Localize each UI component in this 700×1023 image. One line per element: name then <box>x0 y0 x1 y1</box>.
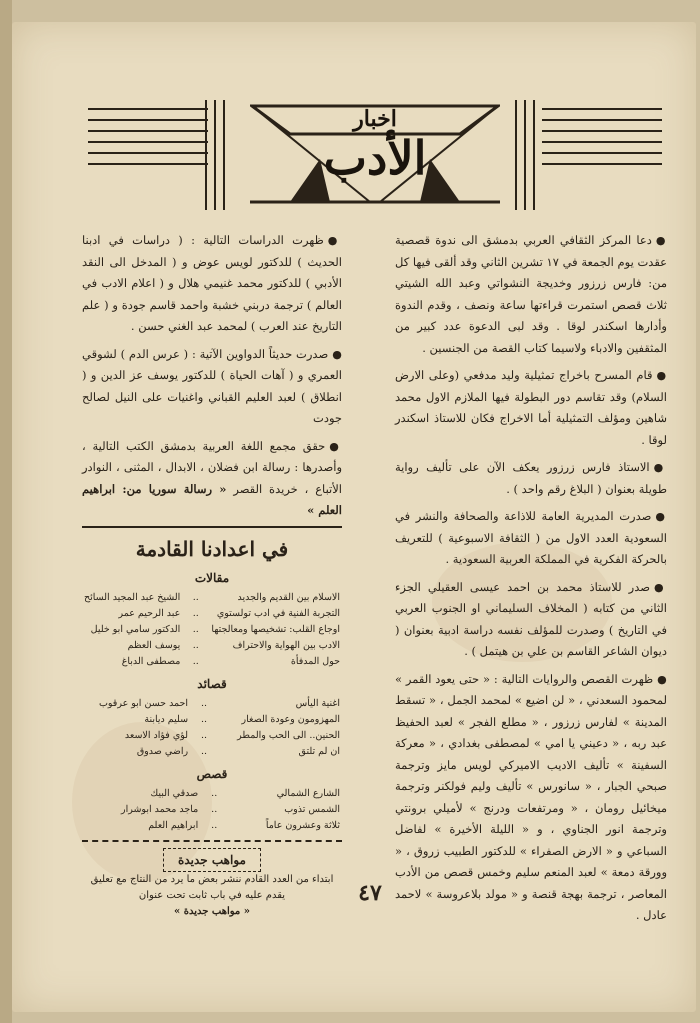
left-vbars <box>205 100 225 210</box>
articles-list <box>82 590 342 670</box>
list-item: اغنية اليأس .. احمد حسن ابو عرقوب <box>98 697 340 709</box>
stories-list <box>82 786 342 834</box>
title-small: اخبار <box>353 106 397 132</box>
news-item: ●صدر للاستاذ محمد بن احمد عيسى العقيلي الجزء الثاني من كتابه ( المخلاف السليماني او الجنوب العربي في التاريخ ) وصدرت للمؤلف نفسه دراسة ادبية بعنوان ( ديوان الشاعر القاسم بن علي بن هيتمل ) . <box>395 579 667 658</box>
dashed-divider <box>82 840 342 842</box>
highlight-credit: « رسالة سوريا من: ابراهيم العلم » <box>82 481 342 517</box>
list-item: الحنين.. الى الحب والمطر .. لؤي فؤاد الاسعد <box>124 729 340 741</box>
news-item: ●ظهرت الدراسات التالية : ( دراسات في ادبنا الحديث ) للدكتور لويس عوض و ( المدخل الى النقد الأدبي ) للدكتور محمد غنيمي هلال و ( اعلام الادب في العالم ) ترجمة دربني خشبة واحمد قاسم جودة و ( علم التاريخ عند العرب ) لمحمد عبد الغني حسن . <box>82 233 342 333</box>
list-item: المهزومون وعودة الصغار .. سليم ديابنة <box>144 713 340 725</box>
news-item: ●الاستاذ فارس زرزور يعكف الآن على تأليف رواية طويلة بعنوان ( البلاغ رقم واحد ) . <box>395 460 667 496</box>
talent-heading: مواهب جديدة <box>163 848 261 872</box>
poems-list <box>82 696 342 760</box>
next-issue-title: في اعدادنا القادمة <box>135 536 289 561</box>
list-item: اوجاع القلب: تشخيصها ومعالجتها .. الدكتور سامي ابو خليل <box>90 623 340 635</box>
title-box <box>250 104 500 204</box>
list-item: حول المدفأة .. مصطفى الدباغ <box>121 655 340 667</box>
header <box>80 100 660 210</box>
right-column <box>395 230 667 933</box>
list-item: الادب بين الهواية والاحتراف .. يوسف العظم <box>127 639 340 651</box>
list-item: الاسلام بين القديم والجديد .. الشيخ عبد المجيد السائح <box>84 591 340 603</box>
news-item: ●صدرت المديرية العامة للاذاعة والصحافة والنشر في السعودية العدد الاول من ( الثقافة الاسبوعية ) للتعريف بالحركة الفكرية في المملكة العربية السعودية . <box>395 509 667 566</box>
list-item: الشارع الشمالي .. صدقي البيك <box>150 787 340 799</box>
list-item: ثلاثة وعشرون عاماً .. ابراهيم العلم <box>148 819 340 831</box>
list-item: ان لم تلتق .. راضي صدوق <box>136 745 340 757</box>
new-talents-box <box>82 840 342 920</box>
title-big: الأدب <box>323 131 427 185</box>
list-item: التجربة الفنية في ادب تولستوي .. عبد الرحيم عمر <box>118 607 340 619</box>
divider <box>82 526 342 528</box>
page-number: ٤٧ <box>358 880 382 906</box>
news-item: ●قام المسرح باخراج تمثيلية وليد مدفعي (وعلى الارض السلام) وقد تقاسم دور البطولة فيها الملازم الاول محمد شاهين ومؤلف التمثيلية أما الاخراج فكان للاستاذ اسكندر لوقا . <box>395 368 667 447</box>
poems-heading: قصائد <box>197 676 227 691</box>
news-item: ●ظهرت القصص والروايات التالية : « حتى يعود القمر » لمحمود السعدني ، « لن اضيع » لمحمد الجمل ، « تسقط المدينة » لفارس زرزور ، « مطلع الفجر » لعبد الحفيظ عبد ربه ، « دعيني يا امي » لمصطفى بغدادي ، « معركة السفينة » تأليف الاديب الاميركي لويس مايز وترجمة صبحي الجبار ، « سانورس » تأليف وليم فولكنر وترجمة ميخائيل رومان ، « ومرتفعات ودرنج » لأميلي برونتي وترجمة انور الجناوي ، و « الليلة الأخيرة » لفاضل السباعي و « الارض الصفراء » للدكتور الطبيب زروق ، « وورقة دمعة » لعبد المنعم سليم وخمس قصص من الأدب المعاصر ، ترجمة بهجة قنصة و « مولد بلاعروسة » لاحمد عادل . <box>395 671 667 922</box>
right-rules <box>542 108 662 174</box>
section-title <box>290 106 460 184</box>
talent-label: « مواهب جديدة » <box>173 905 251 917</box>
news-item: ●صدرت حديثاً الدواوين الآتية : ( عرس الدم ) لشوقي العمري و ( آهات الحياة ) للدكتور يوسف عز الدين و ( انطلاق ) لعبد العليم القباني واغنيات على النيل لصالح جودت <box>82 346 342 425</box>
right-vbars <box>515 100 535 210</box>
news-item: ●دعا المركز الثقافي العربي بدمشق الى ندوة قصصية عقدت يوم الجمعة في ١٧ تشرين الثاني وقد ألقى فيها كل من: فارس زرزور وخديجة النشواتي وعبد الله الشيتي ثلاث قصص استمرت قراءتها ساعة ونصف ، وقدم الندوة وأدارها اسكندر لوقا . وقد لبى الدعوة عدد كبير من المثقفين والادباء ولاسيما كتاب القصة من الجنسين . <box>395 233 668 355</box>
talent-text: ابتداء من العدد القادم ننشر بعض ما يرد من النتاج مع تعليق يقدم عليه في باب ثابت تحت عنوان <box>90 873 334 901</box>
left-column <box>82 230 342 920</box>
news-item: ●حقق مجمع اللغة العربية بدمشق الكتب التالية ، وأصدرها : رسالة ابن فضلان ، الابدال ، المثنى ، النوادر الأتباع ، خريدة القصر « رسالة سوريا من: ابراهيم العلم » <box>82 438 342 517</box>
stories-heading: قصص <box>196 766 228 781</box>
articles-heading: مقالات <box>194 570 230 585</box>
list-item: الشمس تذوب .. ماجد محمد ابوشرار <box>121 803 340 815</box>
scan-edge <box>0 0 12 1023</box>
left-rules <box>88 108 208 174</box>
